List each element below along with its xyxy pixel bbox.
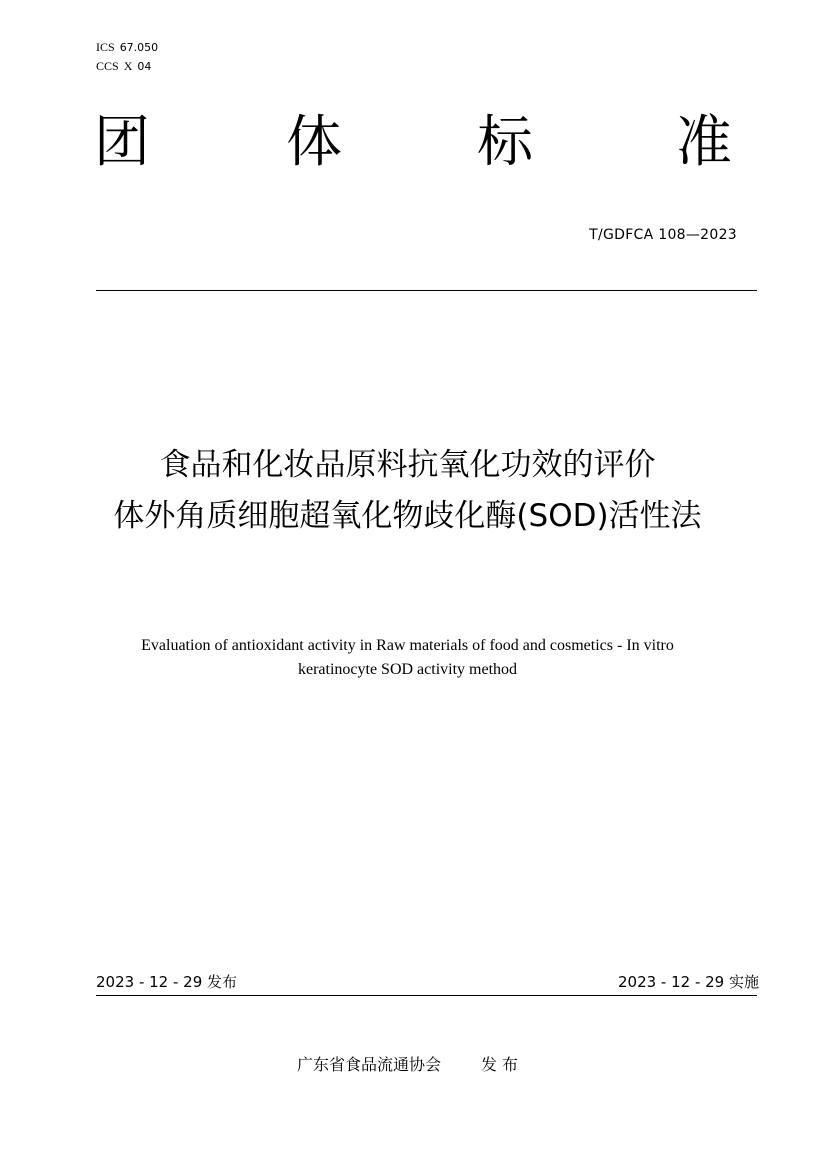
issue-date: 2023 - 12 - 29 发布	[96, 973, 238, 991]
top-divider	[96, 290, 757, 291]
standard-type-char-4: 准	[676, 110, 732, 175]
standard-type-char-3: 标	[477, 110, 533, 175]
publisher-action: 发 布	[480, 1055, 519, 1074]
ccs-code	[96, 59, 151, 74]
standard-type-char-1: 团	[94, 110, 150, 175]
title-en-line-2: keratinocyte SOD activity method	[297, 661, 518, 678]
ccs-label: CCS	[96, 59, 119, 73]
title-en-line-1: Evaluation of antioxidant activity in Raw materials of food and cosmetics - In vitro	[141, 637, 674, 654]
publisher	[0, 1054, 815, 1076]
publisher-org: 广东省食品流通协会	[296, 1055, 441, 1074]
bottom-divider	[96, 995, 757, 996]
ics-value: 67.050	[119, 41, 159, 54]
implementation-date: 2023 - 12 - 29 实施	[617, 973, 759, 991]
ics-code	[96, 40, 158, 55]
standard-type-char-2: 体	[286, 110, 342, 175]
title-cn-line-1: 食品和化妆品原料抗氧化功效的评价	[159, 447, 656, 483]
title-cn-line-2: 体外角质细胞超氧化物歧化酶(SOD)活性法	[113, 498, 702, 534]
standard-number: T/GDFCA 108—2023	[589, 227, 737, 243]
ics-label: ICS	[96, 40, 115, 54]
ccs-x: X	[123, 59, 133, 73]
ccs-value: 04	[137, 60, 152, 73]
